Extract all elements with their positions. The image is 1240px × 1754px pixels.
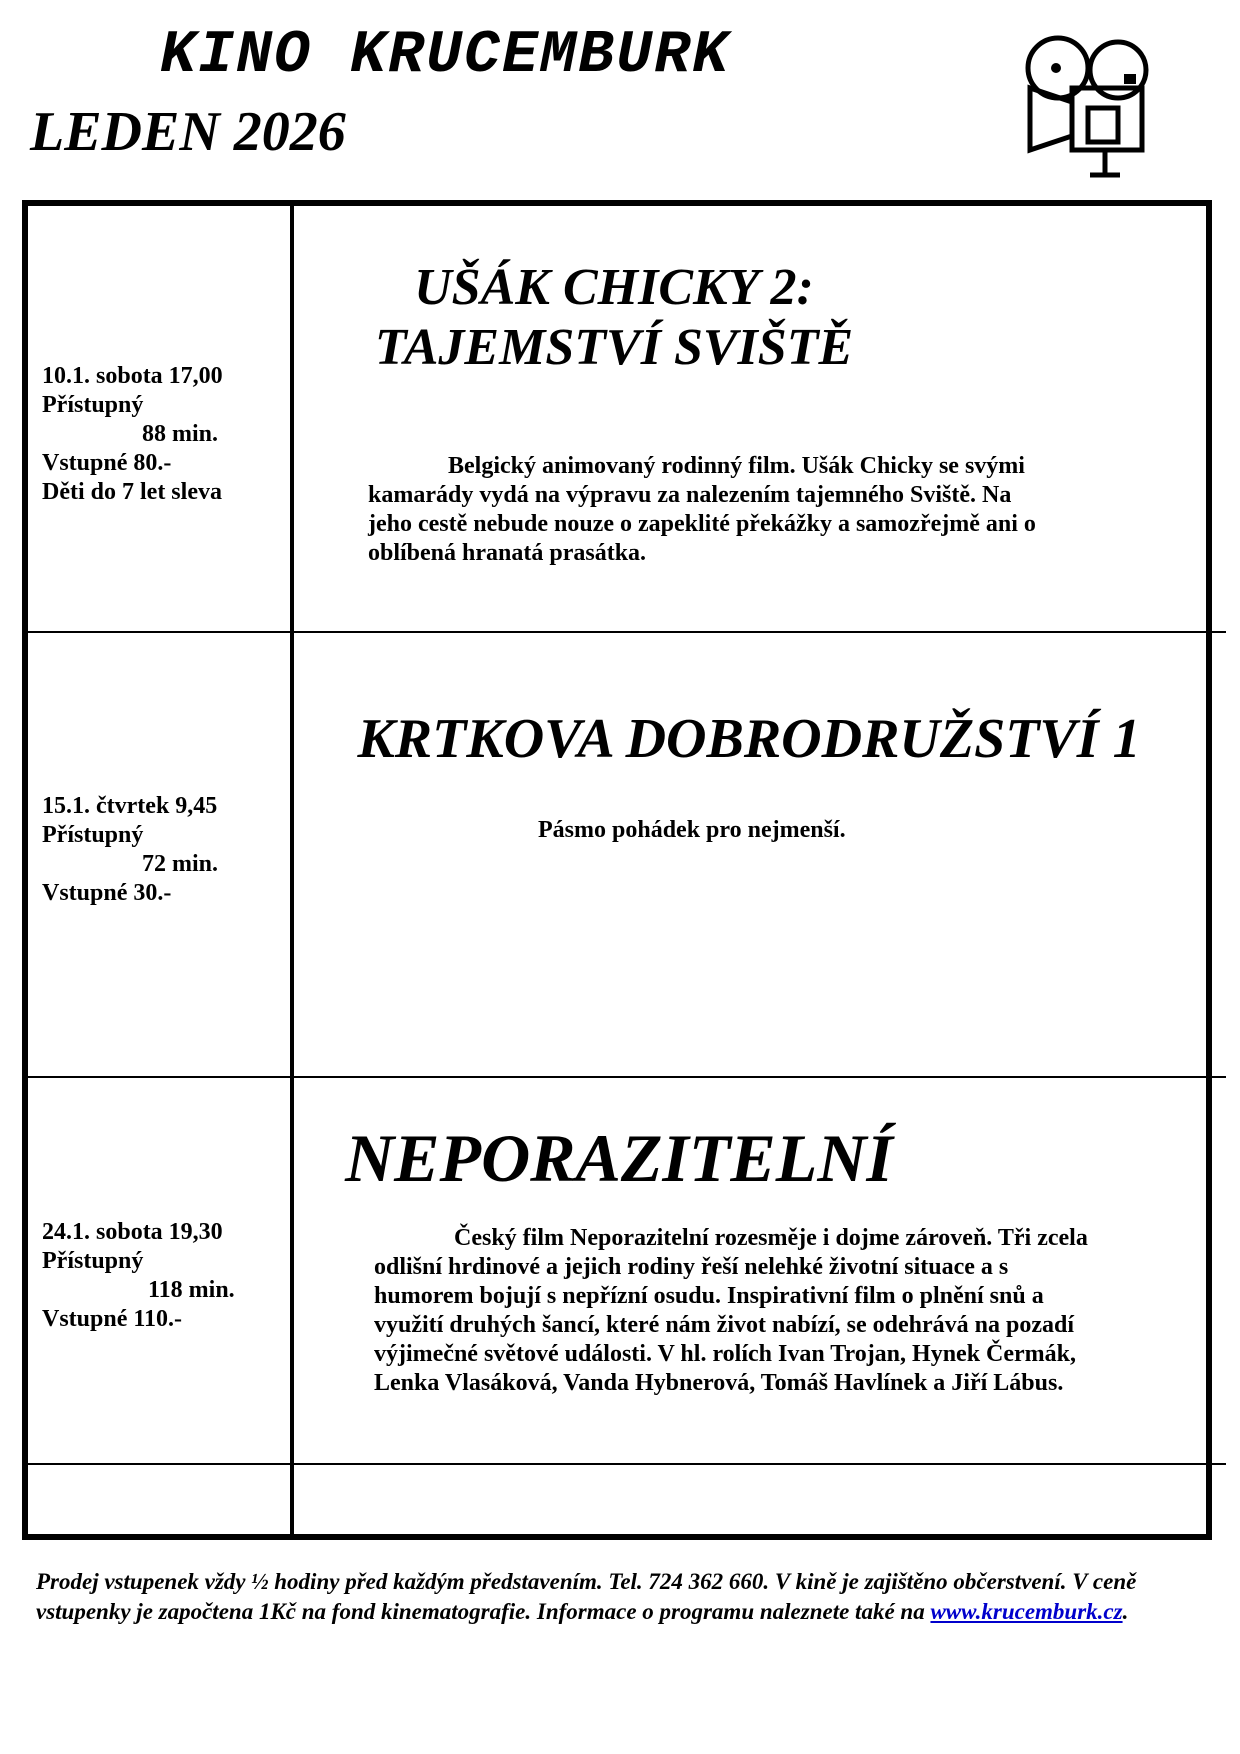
movie-camera-icon bbox=[1010, 30, 1175, 180]
row-divider bbox=[28, 631, 1226, 633]
description-text: Český film Neporazitelní rozesměje i dojme zároveň. Tři zcela odlišní hrdinové a jejich rodiny řeší nelehké životní situace a s humorem bojují s nepřízní osudu. Inspirativní film o plnění snů a využití druhých šancí, které nám život nabízí, se odehrává na pozadí výjimečné světové události. V hl. rolích Ivan Trojan, Hynek Čermák, Lenka Vlasáková, Vanda Hybnerová, Tomáš Havlínek a Jiří Lábus. bbox=[374, 1225, 1088, 1396]
film-title-line: UŠÁK CHICKY 2: bbox=[414, 259, 814, 316]
footer-note bbox=[36, 1567, 1216, 1627]
column-divider bbox=[290, 206, 294, 1534]
screening-date: 24.1. sobota 19,30 bbox=[42, 1219, 223, 1245]
runtime: 118 min. bbox=[148, 1277, 235, 1303]
website-link[interactable]: www.krucemburk.cz bbox=[930, 1599, 1123, 1624]
row-divider bbox=[28, 1076, 1226, 1078]
month-heading: LEDEN 2026 bbox=[30, 101, 346, 163]
description-text: Belgický animovaný rodinný film. Ušák Chicky se svými kamarády vydá na výpravu za nalezením tajemného Sviště. Na jeho cestě nebude nouze o zapeklité překážky a samozřejmě ani o oblíbená hranatá prasátka. bbox=[368, 453, 1036, 566]
age-rating: Přístupný bbox=[42, 822, 144, 848]
ticket-price: Vstupné 30.- bbox=[42, 880, 172, 906]
screening-date: 10.1. sobota 17,00 bbox=[42, 363, 223, 389]
ticket-price: Vstupné 110.- bbox=[42, 1306, 183, 1332]
screening-info-3 bbox=[42, 1218, 235, 1334]
screening-info-1 bbox=[42, 362, 223, 507]
screening-date: 15.1. čtvrtek 9,45 bbox=[42, 793, 218, 819]
age-rating: Přístupný bbox=[42, 392, 144, 418]
runtime: 88 min. bbox=[142, 421, 219, 447]
film-title-1 bbox=[294, 258, 934, 378]
page-title: KINO KRUCEMBURK bbox=[160, 22, 731, 90]
runtime: 72 min. bbox=[142, 851, 219, 877]
discount-note: Děti do 7 let sleva bbox=[42, 479, 222, 505]
ticket-price: Vstupné 80.- bbox=[42, 450, 172, 476]
age-rating: Přístupný bbox=[42, 1248, 144, 1274]
film-title-line: TAJEMSTVÍ SVIŠTĚ bbox=[374, 319, 854, 376]
footer-text: Prodej vstupenek vždy ½ hodiny před každým představením. Tel. 724 362 660. V kině je zajištěno občerstvení. V ceně vstupenky je započtena 1Kč na fond kinematografie. Informace o programu naleznete také na bbox=[36, 1569, 1137, 1624]
description-text: Pásmo pohádek pro nejmenší. bbox=[538, 817, 846, 843]
screening-info-2 bbox=[42, 792, 218, 908]
film-description-2 bbox=[538, 816, 1038, 845]
program-table bbox=[22, 200, 1212, 1540]
footer-link-suffix: . bbox=[1122, 1599, 1129, 1624]
row-divider bbox=[28, 1463, 1226, 1465]
film-title-3: NEPORAZITELNÍ bbox=[345, 1120, 893, 1196]
film-description-3 bbox=[374, 1224, 1094, 1398]
film-title-2: KRTKOVA DOBRODRUŽSTVÍ 1 bbox=[357, 708, 1141, 770]
film-description-1 bbox=[368, 452, 1048, 568]
